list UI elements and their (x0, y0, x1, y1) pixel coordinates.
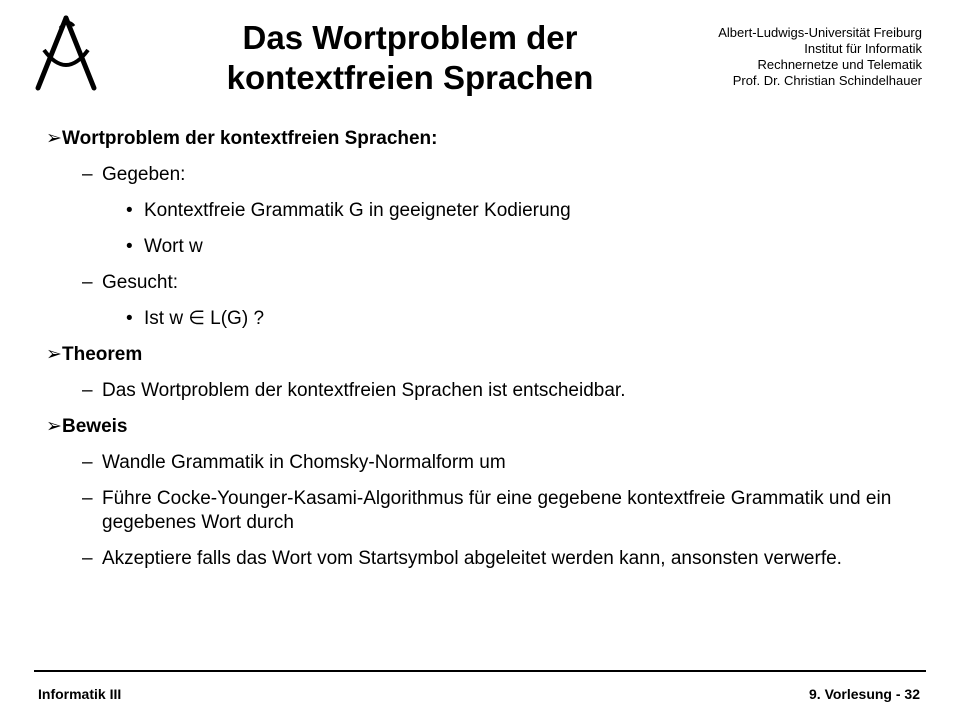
sub-bullet-text: Führe Cocke-Younger-Kasami-Algorithmus für eine gegebene kontextfreie Grammatik und ein gegebenes Wort durch (102, 488, 892, 533)
title-line-2: kontextfreien Sprachen (226, 59, 594, 96)
list-item-text: Kontextfreie Grammatik G in geeigneter Kodierung (144, 200, 571, 221)
dot-bullet: • (126, 308, 133, 329)
dash-bullet: – (82, 452, 93, 473)
slide-content (46, 127, 926, 571)
sub-bullet-gegeben (46, 163, 926, 187)
dash-bullet: – (82, 380, 93, 401)
footer-divider (34, 670, 926, 672)
affiliation-group: Rechnernetze und Telematik (757, 57, 922, 72)
affiliation-university: Albert-Ludwigs-Universität Freiburg (718, 25, 922, 40)
bullet-theorem (46, 343, 926, 367)
dot-bullet: • (126, 236, 133, 257)
list-item (46, 235, 926, 259)
list-item-text: Ist w ∈ L(G) ? (144, 308, 265, 329)
sub-bullet-text: Gegeben: (102, 164, 186, 185)
arrow-bullet-icon: ➢ (46, 416, 62, 437)
bullet-beweis (46, 415, 926, 439)
list-item (46, 307, 926, 331)
bullet-heading: Theorem (62, 344, 143, 365)
dash-bullet: – (82, 164, 93, 185)
sub-bullet-beweis (46, 487, 926, 535)
footer-course: Informatik III (38, 686, 122, 702)
list-item (46, 199, 926, 223)
sub-bullet-text: Akzeptiere falls das Wort vom Startsymbol abgeleitet werden kann, ansonsten verwerfe. (102, 548, 842, 569)
bullet-wortproblem (46, 127, 926, 151)
list-item-text: Wort w (144, 236, 203, 257)
sub-bullet-beweis (46, 547, 926, 571)
sub-bullet-text: Gesucht: (102, 272, 179, 293)
affiliation-institute: Institut für Informatik (804, 41, 922, 56)
dot-bullet: • (126, 200, 133, 221)
bullet-heading: Wortproblem der kontextfreien Sprachen: (62, 128, 438, 149)
bullet-heading: Beweis (62, 416, 128, 437)
university-logo-icon (30, 14, 102, 92)
dash-bullet: – (82, 548, 93, 569)
affiliation (718, 25, 922, 89)
affiliation-professor: Prof. Dr. Christian Schindelhauer (732, 73, 922, 88)
footer-page-number: 9. Vorlesung - 32 (809, 686, 920, 702)
sub-bullet-beweis (46, 451, 926, 475)
dash-bullet: – (82, 488, 93, 509)
sub-bullet-gesucht (46, 271, 926, 295)
slide-title (140, 18, 680, 98)
title-line-1: Das Wortproblem der (242, 19, 578, 56)
dash-bullet: – (82, 272, 93, 293)
sub-bullet-text: Das Wortproblem der kontextfreien Sprachen ist entscheidbar. (102, 380, 626, 401)
sub-bullet-theorem (46, 379, 926, 403)
arrow-bullet-icon: ➢ (46, 128, 62, 149)
sub-bullet-text: Wandle Grammatik in Chomsky-Normalform um (102, 452, 506, 473)
arrow-bullet-icon: ➢ (46, 344, 62, 365)
